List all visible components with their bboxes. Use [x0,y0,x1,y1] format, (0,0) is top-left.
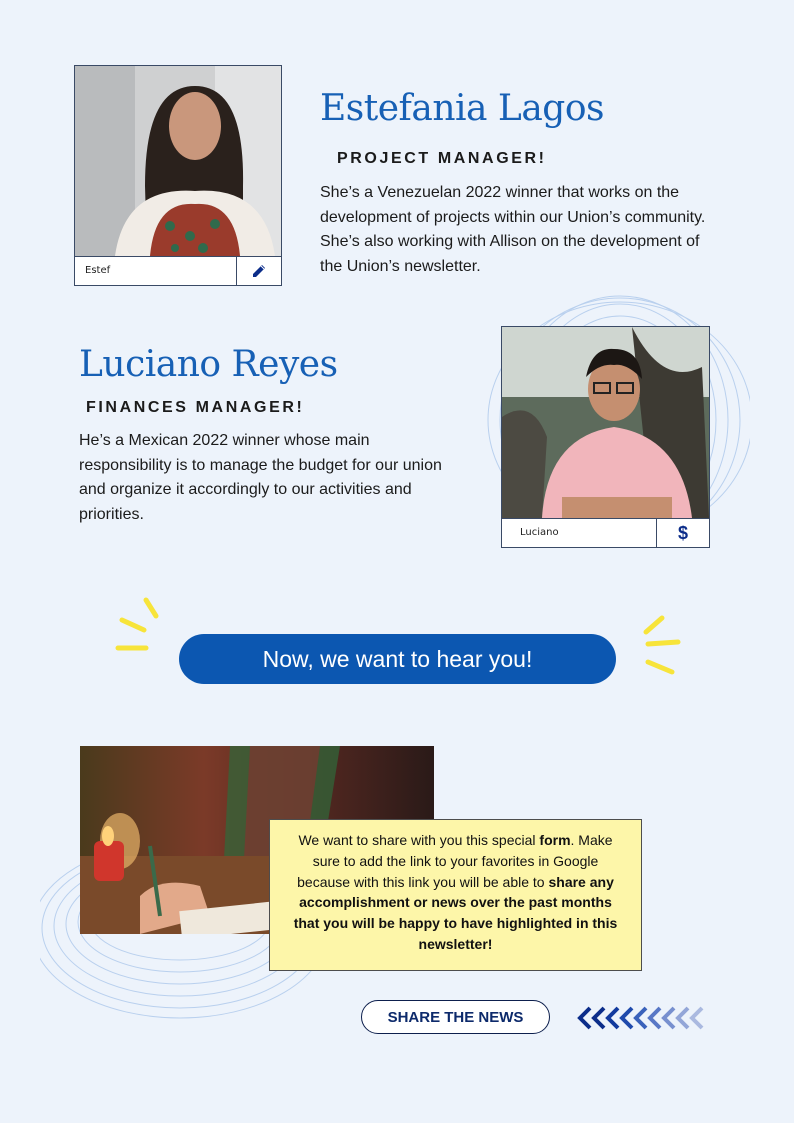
member-bio: She’s a Venezuelan 2022 winner that works on the development of projects within our Union’s community. She’s also working with Allison on the development of the Union’s newsletter. [320,184,706,275]
form-link[interactable]: form [539,832,571,848]
spark-right-icon [636,612,688,678]
note-text-2: . Make sure to add the link to your favorites in Google because with this link you will be able to [297,832,613,890]
photo-caption: Estef [85,265,111,276]
luciano-photo [502,327,709,518]
call-to-action-banner [179,634,616,684]
chevrons-left-icon [576,1005,710,1031]
estefania-photo-card [74,65,282,286]
share-button-label: SHARE THE NEWS [387,1008,524,1026]
spark-left-icon [110,594,170,656]
banner-text: Now, we want to hear you! [262,645,533,672]
share-the-news-button[interactable] [361,1000,550,1034]
photo-caption: Luciano [520,527,559,538]
member-role: PROJECT MANAGER! [337,150,547,167]
member-role: FINANCES MANAGER! [86,399,305,416]
member-name: Luciano Reyes [79,344,338,385]
caption-bar [502,518,709,547]
member-bio: He’s a Mexican 2022 winner whose main responsibility is to manage the budget for our union and organize it accordingly to our activities and priorities. [79,432,442,523]
estefania-photo [75,66,281,256]
caption-bar [75,256,281,285]
note-bold-text: share any accomplishment or news over the past months that you will be happy to have highlighted in this newsletter! [293,873,618,952]
pencil-icon [236,257,281,285]
member-name: Estefania Lagos [320,88,604,129]
dollar-icon: $ [656,519,709,547]
luciano-photo-card [501,326,710,548]
note-text-1: We want to share with you this special [298,832,540,848]
newsletter-note [269,819,642,971]
